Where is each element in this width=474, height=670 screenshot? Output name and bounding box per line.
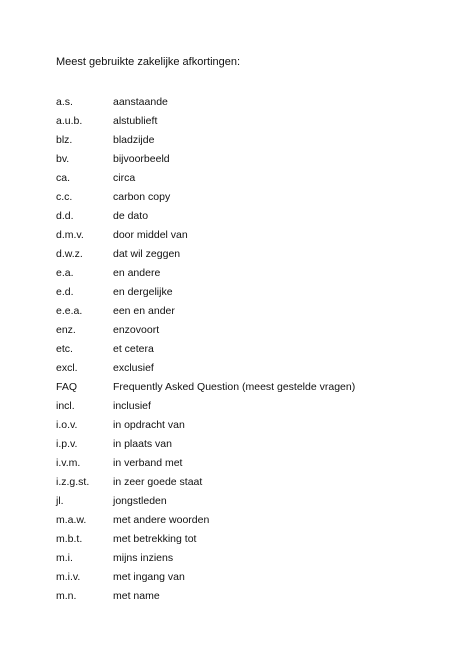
abbreviation-meaning: aanstaande — [113, 96, 168, 108]
list-item — [56, 321, 456, 340]
abbreviation-meaning: alstublieft — [113, 115, 158, 127]
abbreviation: FAQ — [56, 381, 78, 393]
abbreviation-meaning: en andere — [113, 267, 161, 279]
list-item — [56, 150, 456, 169]
abbreviation-meaning: en dergelijke — [113, 286, 173, 298]
document-title: Meest gebruikte zakelijke afkortingen: — [56, 56, 241, 68]
list-item — [56, 283, 456, 302]
abbreviation: c.c. — [56, 191, 73, 203]
list-item — [56, 473, 456, 492]
abbreviation-meaning: mijns inziens — [113, 552, 174, 564]
list-item — [56, 568, 456, 587]
abbreviation-meaning: jongstleden — [113, 495, 167, 507]
list-item — [56, 378, 456, 397]
abbreviation: i.p.v. — [56, 438, 78, 450]
abbreviation: i.o.v. — [56, 419, 78, 431]
abbreviation-meaning: een en ander — [113, 305, 175, 317]
abbreviation: a.s. — [56, 96, 73, 108]
abbreviation-meaning: Frequently Asked Question (meest gestelde vragen) — [113, 381, 356, 393]
list-item — [56, 359, 456, 378]
abbreviation: blz. — [56, 134, 73, 146]
abbreviation-meaning: met betrekking tot — [113, 533, 197, 545]
abbreviation-meaning: carbon copy — [113, 191, 171, 203]
abbreviation: d.w.z. — [56, 248, 83, 260]
list-item — [56, 93, 456, 112]
list-item — [56, 397, 456, 416]
list-item — [56, 131, 456, 150]
abbreviation-meaning: in opdracht van — [113, 419, 185, 431]
list-item — [56, 530, 456, 549]
list-item — [56, 188, 456, 207]
list-item — [56, 112, 456, 131]
abbreviation-meaning: et cetera — [113, 343, 154, 355]
abbreviation: m.a.w. — [56, 514, 87, 526]
list-item — [56, 492, 456, 511]
abbreviation: excl. — [56, 362, 78, 374]
abbreviation: m.i. — [56, 552, 73, 564]
abbreviation-meaning: in verband met — [113, 457, 183, 469]
abbreviation: m.n. — [56, 590, 77, 602]
list-item — [56, 245, 456, 264]
abbreviation: ca. — [56, 172, 71, 184]
list-item — [56, 416, 456, 435]
list-item — [56, 435, 456, 454]
abbreviation-meaning: exclusief — [113, 362, 154, 374]
list-item — [56, 264, 456, 283]
abbreviation-meaning: dat wil zeggen — [113, 248, 181, 260]
list-item — [56, 587, 456, 606]
abbreviation-list — [56, 93, 456, 606]
list-item — [56, 454, 456, 473]
abbreviation: m.i.v. — [56, 571, 81, 583]
abbreviation: e.d. — [56, 286, 74, 298]
abbreviation-meaning: de dato — [113, 210, 149, 222]
abbreviation-meaning: circa — [113, 172, 136, 184]
list-item — [56, 226, 456, 245]
list-item — [56, 511, 456, 530]
abbreviation: m.b.t. — [56, 533, 83, 545]
abbreviation-meaning: met andere woorden — [113, 514, 210, 526]
list-item — [56, 302, 456, 321]
list-item — [56, 549, 456, 568]
abbreviation: enz. — [56, 324, 76, 336]
abbreviation-meaning: door middel van — [113, 229, 188, 241]
abbreviation: d.d. — [56, 210, 74, 222]
abbreviation: e.a. — [56, 267, 74, 279]
abbreviation-meaning: met name — [113, 590, 160, 602]
list-item — [56, 340, 456, 359]
list-item — [56, 207, 456, 226]
abbreviation-meaning: bladzijde — [113, 134, 155, 146]
abbreviation: incl. — [56, 400, 75, 412]
abbreviation: e.e.a. — [56, 305, 83, 317]
abbreviation: bv. — [56, 153, 70, 165]
abbreviation-meaning: in zeer goede staat — [113, 476, 203, 488]
abbreviation-meaning: met ingang van — [113, 571, 185, 583]
abbreviation: i.v.m. — [56, 457, 81, 469]
abbreviation: jl. — [56, 495, 64, 507]
abbreviation-meaning: enzovoort — [113, 324, 160, 336]
abbreviation-meaning: bijvoorbeeld — [113, 153, 170, 165]
abbreviation: etc. — [56, 343, 73, 355]
abbreviation: a.u.b. — [56, 115, 83, 127]
list-item — [56, 169, 456, 188]
abbreviation-meaning: in plaats van — [113, 438, 172, 450]
abbreviation: i.z.g.st. — [56, 476, 90, 488]
abbreviation: d.m.v. — [56, 229, 84, 241]
abbreviation-meaning: inclusief — [113, 400, 151, 412]
